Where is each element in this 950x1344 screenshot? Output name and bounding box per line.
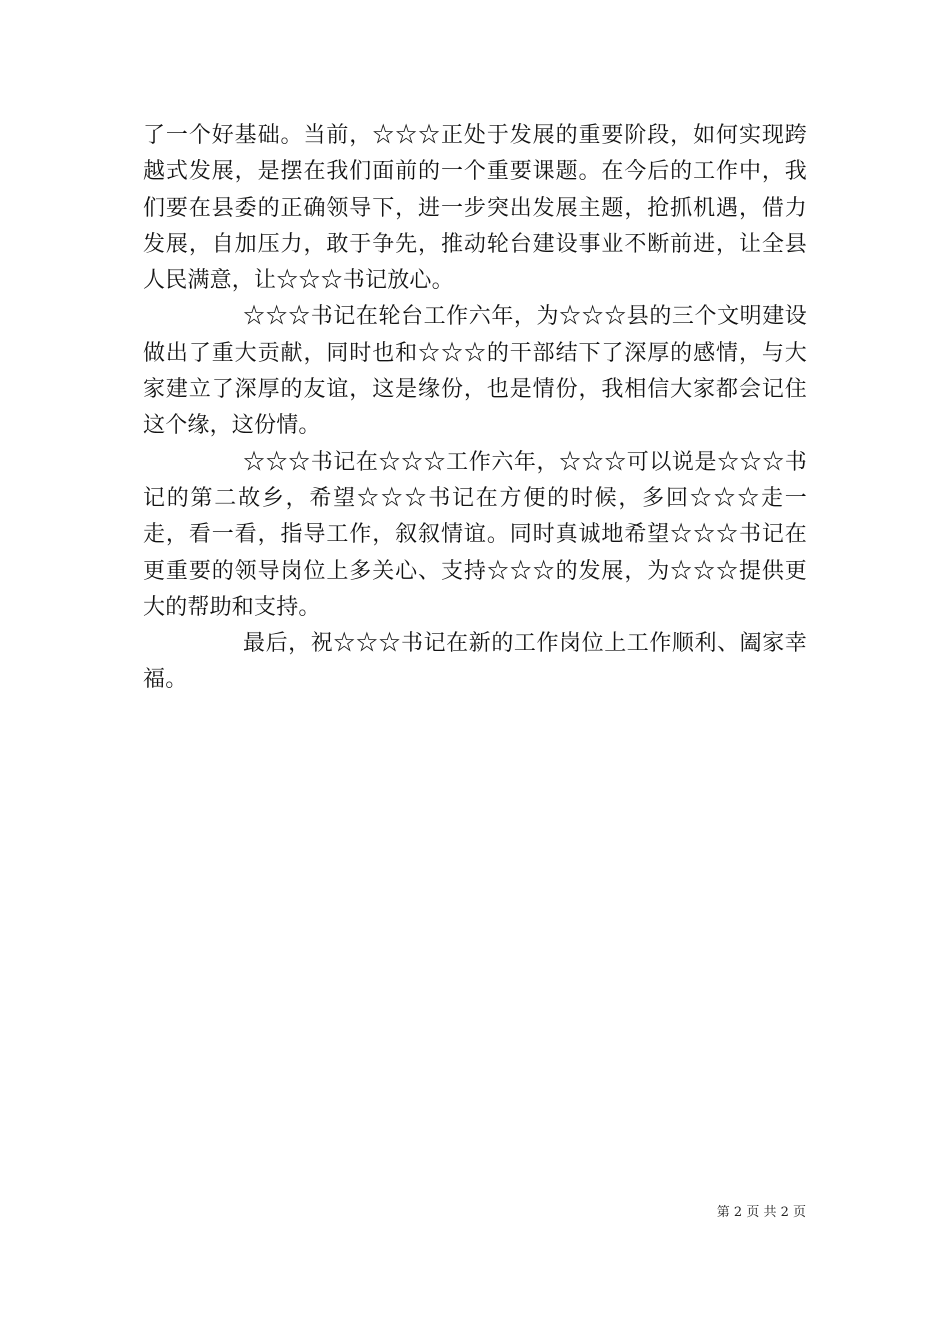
paragraph-second-hometown: ☆☆☆书记在☆☆☆工作六年，☆☆☆可以说是☆☆☆书记的第二故乡，希望☆☆☆书记在方便的时候，多回☆☆☆走一走，看一看，指导工作，叙叙情谊。同时真诚地希望☆☆☆书记在更重要的领导岗位上多关心、支持☆☆☆的发展，为☆☆☆提供更大的帮助和支持。 — [143, 449, 807, 620]
paragraph-farewell-contribution: ☆☆☆书记在轮台工作六年，为☆☆☆县的三个文明建设做出了重大贡献，同时也和☆☆☆的干部结下了深厚的感情，与大家建立了深厚的友谊，这是缘份，也是情份，我相信大家都会记住这个缘，这份情。 — [143, 304, 807, 439]
paragraph-closing-wishes: 最后，祝☆☆☆书记在新的工作岗位上工作顺利、阖家幸福。 — [143, 631, 807, 693]
page-number-footer: 第 2 页 共 2 页 — [716, 1205, 806, 1220]
document-body — [143, 118, 807, 699]
paragraph-continuation: 了一个好基础。当前，☆☆☆正处于发展的重要阶段，如何实现跨越式发展，是摆在我们面前的一个重要课题。在今后的工作中，我们要在县委的正确领导下，进一步突出发展主题，抢抓机遇，借力发展，自加压力，敢于争先，推动轮台建设事业不断前进，让全县人民满意，让☆☆☆书记放心。 — [143, 123, 807, 294]
